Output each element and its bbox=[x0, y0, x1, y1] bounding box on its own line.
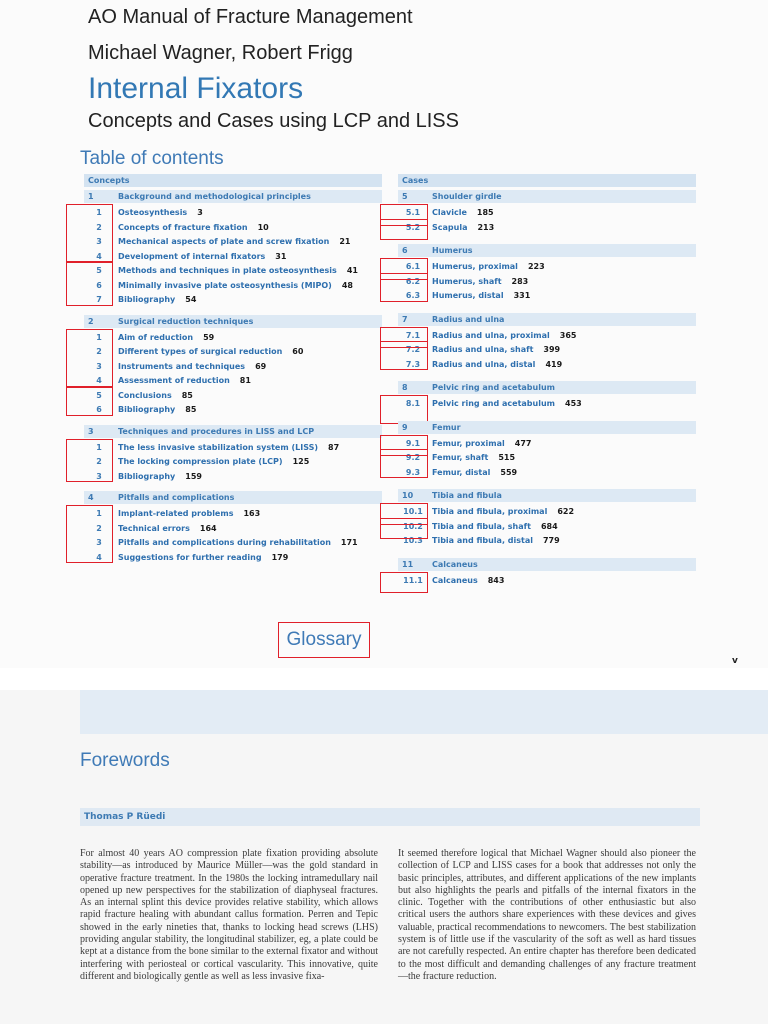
toc-entry-page: 163 bbox=[243, 509, 261, 518]
toc-entry-page: 3 bbox=[197, 208, 203, 217]
toc-section-header bbox=[84, 315, 382, 328]
toc-entry-label: Clavicle bbox=[432, 208, 467, 217]
toc-entry-page: 85 bbox=[185, 405, 197, 414]
toc-entry-number: 6 bbox=[96, 405, 102, 414]
toc-entry-page: 331 bbox=[513, 291, 531, 300]
toc-entry-label: Femur, shaft bbox=[432, 453, 489, 462]
toc-section-number: 8 bbox=[402, 383, 408, 392]
book-authors: Michael Wagner, Robert Frigg bbox=[88, 42, 353, 64]
toc-entry[interactable] bbox=[398, 521, 696, 533]
toc-entry-title bbox=[432, 331, 576, 340]
toc-entry[interactable] bbox=[84, 404, 382, 416]
toc-entry-number: 9.2 bbox=[405, 453, 421, 462]
toc-heading: Table of contents bbox=[80, 148, 224, 169]
toc-entry-title bbox=[118, 266, 358, 275]
toc-section-title: Techniques and procedures in LISS and LCP bbox=[118, 426, 315, 436]
toc-entry-title bbox=[432, 468, 517, 477]
toc-entry-page: 171 bbox=[340, 538, 358, 547]
toc-entry[interactable] bbox=[398, 344, 696, 356]
toc-entry[interactable] bbox=[398, 207, 696, 219]
toc-entry-title bbox=[118, 553, 288, 562]
toc-entry-number: 1 bbox=[96, 442, 102, 452]
toc-entry-label: Mechanical aspects of plate and screw fixation bbox=[118, 237, 330, 246]
toc-entry-title bbox=[432, 360, 562, 369]
toc-entry-title bbox=[118, 208, 203, 217]
toc-entry-label: Femur, distal bbox=[432, 467, 491, 477]
toc-section-header bbox=[398, 244, 696, 257]
toc-entry-number: 1 bbox=[96, 509, 102, 518]
toc-entry-page: 399 bbox=[543, 345, 561, 354]
toc-entry-number: 6.1 bbox=[405, 262, 421, 271]
annotation-box bbox=[66, 204, 113, 262]
series-title: AO Manual of Fracture Management bbox=[88, 6, 413, 28]
toc-entry-label: Suggestions for further reading bbox=[118, 552, 262, 562]
toc-entry-page: 59 bbox=[203, 332, 215, 342]
toc-entry[interactable] bbox=[84, 375, 382, 387]
toc-left-header bbox=[84, 174, 382, 187]
toc-entry-title bbox=[118, 391, 193, 400]
toc-entry-number: 3 bbox=[96, 237, 102, 246]
toc-entry-label: Humerus, distal bbox=[432, 291, 504, 300]
toc-entry-page: 453 bbox=[565, 399, 582, 408]
toc-entry-label: Different types of surgical reduction bbox=[118, 347, 283, 356]
foreword-right-column: It seemed therefore logical that Michael Wagner should also pioneer the collection of LCP and LISS cases for a book that addresses not only the basic principles, attributes, and different applications of the new implants but also highlights the pearls and pitfalls of the internal fixators in the clinic. Together with the contributions of other enthusiastic but also critical users the authors share experiences with these devices and gives valuable, practical recommendations to newcomers. The best stabilization system is of little use if the vascularity of the soft as well as hard tissues are not carefully respected. An entire chapter has therefore been dedicated to the most difficult and demanding challenges of any fracture treatment—the fracture reduction. bbox=[398, 848, 696, 982]
toc-entry[interactable] bbox=[398, 359, 696, 371]
toc-entry-number: 5 bbox=[96, 266, 102, 275]
toc-section-title: Pelvic ring and acetabulum bbox=[432, 383, 555, 392]
toc-entry-number: 10.3 bbox=[403, 536, 423, 545]
toc-section-header bbox=[398, 190, 696, 203]
toc-entry-title bbox=[432, 522, 558, 531]
toc-entry-label: Implant-related problems bbox=[118, 509, 234, 518]
toc-entry-number: 6.3 bbox=[405, 291, 421, 300]
toc-section-header bbox=[84, 190, 382, 203]
forewords-heading: Forewords bbox=[80, 750, 170, 771]
toc-entry-title bbox=[118, 223, 269, 232]
toc-entry-title bbox=[118, 524, 217, 533]
toc-entry-title bbox=[118, 509, 260, 518]
toc-entry[interactable] bbox=[398, 398, 696, 410]
toc-entry-number: 6.2 bbox=[405, 276, 421, 286]
toc-entry-label: Tibia and fibula, shaft bbox=[432, 521, 531, 531]
toc-entry-page: 21 bbox=[339, 237, 351, 246]
toc-entry-number: 3 bbox=[96, 471, 102, 481]
toc-entry-number: 7.3 bbox=[405, 359, 421, 369]
annotation-box bbox=[66, 387, 113, 416]
toc-entry-title bbox=[118, 443, 339, 452]
book-title: Internal Fixators bbox=[88, 72, 304, 105]
toc-entry-page: 779 bbox=[542, 536, 560, 545]
toc-entry-page: 125 bbox=[292, 457, 310, 466]
toc-entry-page: 159 bbox=[185, 471, 202, 481]
toc-entry-title bbox=[118, 281, 353, 290]
toc-entry[interactable] bbox=[84, 442, 382, 454]
toc-entry[interactable] bbox=[398, 276, 696, 288]
toc-entry-page: 48 bbox=[341, 280, 353, 290]
toc-entry-number: 5.2 bbox=[405, 222, 421, 232]
annotation-box bbox=[380, 518, 428, 540]
toc-entry[interactable] bbox=[398, 506, 696, 518]
toc-entry-title bbox=[118, 376, 251, 385]
toc-entry[interactable] bbox=[84, 294, 382, 306]
annotation-box bbox=[66, 262, 113, 306]
toc-entry-number: 4 bbox=[96, 251, 102, 261]
toc-entry-page: 41 bbox=[346, 266, 358, 275]
page-gap bbox=[0, 668, 768, 690]
toc-entry-title bbox=[432, 536, 560, 545]
toc-entry-label: Bibliography bbox=[118, 471, 176, 481]
toc-entry-label: Minimally invasive plate osteosynthesis (MIPO) bbox=[118, 280, 332, 290]
toc-entry-page: 81 bbox=[239, 376, 251, 385]
toc-entry-title bbox=[432, 345, 560, 354]
author-bar bbox=[80, 808, 700, 826]
toc-entry-label: Conclusions bbox=[118, 390, 172, 400]
toc-entry[interactable] bbox=[84, 280, 382, 292]
toc-entry-page: 54 bbox=[185, 295, 197, 304]
toc-entry[interactable] bbox=[398, 535, 696, 547]
toc-entry-page: 87 bbox=[328, 442, 340, 452]
annotation-box bbox=[380, 572, 428, 594]
toc-entry-page: 515 bbox=[498, 453, 516, 462]
toc-entry[interactable] bbox=[398, 330, 696, 342]
toc-entry-label: The less invasive stabilization system (LISS) bbox=[118, 442, 319, 452]
toc-entry-title bbox=[432, 291, 530, 300]
toc-entry-title bbox=[118, 472, 202, 481]
toc-entry-page: 477 bbox=[514, 438, 532, 448]
toc-entry[interactable] bbox=[84, 251, 382, 263]
toc-entry[interactable] bbox=[84, 236, 382, 248]
toc-section-number: 9 bbox=[402, 422, 408, 432]
toc-entry-title bbox=[118, 252, 286, 261]
annotation-box bbox=[380, 273, 428, 302]
toc-entry-title bbox=[432, 277, 528, 286]
annotation-box bbox=[66, 439, 113, 483]
toc-entry[interactable] bbox=[398, 290, 696, 302]
toc-section-title: Humerus bbox=[432, 246, 473, 255]
toc-section-number: 6 bbox=[402, 246, 408, 255]
toc-entry-number: 7.1 bbox=[405, 330, 421, 340]
toc-entry-label: Technical errors bbox=[118, 523, 190, 533]
toc-section-number: 4 bbox=[88, 493, 94, 502]
toc-entry[interactable] bbox=[84, 508, 382, 520]
book-subtitle: Concepts and Cases using LCP and LISS bbox=[88, 110, 459, 132]
page-number: v bbox=[732, 656, 738, 666]
toc-section-title: Femur bbox=[432, 422, 461, 432]
toc-right-header bbox=[398, 174, 696, 187]
toc-entry-number: 4 bbox=[96, 376, 102, 385]
toc-entry[interactable] bbox=[84, 346, 382, 358]
toc-entry-label: Assessment of reduction bbox=[118, 376, 230, 385]
toc-entry[interactable] bbox=[84, 552, 382, 564]
toc-section-header bbox=[398, 381, 696, 394]
toc-entry-number: 10.2 bbox=[403, 521, 423, 531]
toc-entry-label: Development of internal fixators bbox=[118, 251, 266, 261]
toc-section-number: 2 bbox=[88, 316, 94, 326]
toc-entry-title bbox=[432, 576, 504, 585]
annotation-box bbox=[66, 329, 113, 387]
toc-entry-page: 559 bbox=[500, 467, 518, 477]
toc-entry-label: Instruments and techniques bbox=[118, 361, 246, 371]
toc-section-title: Surgical reduction techniques bbox=[118, 316, 254, 326]
toc-entry[interactable] bbox=[398, 467, 696, 479]
toc-entry-label: Humerus, shaft bbox=[432, 276, 502, 286]
toc-entry-title bbox=[118, 333, 214, 342]
toc-entry-title bbox=[118, 362, 266, 371]
toc-entry-title bbox=[118, 347, 303, 356]
toc-section-header bbox=[84, 491, 382, 504]
toc-entry-number: 11.1 bbox=[403, 575, 423, 585]
toc-entry[interactable] bbox=[84, 390, 382, 402]
toc-entry-page: 365 bbox=[559, 330, 577, 340]
toc-section-header bbox=[398, 489, 696, 502]
toc-entry-page: 31 bbox=[275, 251, 287, 261]
toc-entry-page: 283 bbox=[511, 276, 529, 286]
toc-entry[interactable] bbox=[398, 452, 696, 464]
toc-entry-title bbox=[118, 405, 196, 414]
toc-entry-label: Pitfalls and complications during rehabilitation bbox=[118, 538, 331, 547]
toc-entry-label: Pelvic ring and acetabulum bbox=[432, 399, 555, 408]
toc-entry-label: Osteosynthesis bbox=[118, 208, 188, 217]
toc-entry[interactable] bbox=[398, 438, 696, 450]
toc-entry-label: Bibliography bbox=[118, 405, 176, 414]
toc-entry-number: 3 bbox=[96, 538, 102, 547]
toc-entry-number: 9.1 bbox=[405, 438, 421, 448]
toc-entry-label: Radius and ulna, shaft bbox=[432, 345, 534, 354]
toc-entry[interactable] bbox=[84, 207, 382, 219]
toc-entry-number: 1 bbox=[96, 332, 102, 342]
forewords-band bbox=[80, 690, 768, 734]
toc-entry[interactable] bbox=[84, 332, 382, 344]
toc-entry[interactable] bbox=[398, 222, 696, 234]
toc-entry-number: 6 bbox=[96, 280, 102, 290]
toc-entry[interactable] bbox=[84, 537, 382, 549]
toc-entry-number: 5.1 bbox=[405, 208, 421, 217]
annotation-box bbox=[380, 341, 428, 370]
toc-entry-label: Radius and ulna, distal bbox=[432, 359, 536, 369]
toc-entry-label: The locking compression plate (LCP) bbox=[118, 457, 283, 466]
annotation-box bbox=[66, 505, 113, 563]
toc-entry-number: 2 bbox=[96, 457, 102, 466]
toc-entry-title bbox=[118, 538, 358, 547]
toc-entry-label: Aim of reduction bbox=[118, 332, 194, 342]
toc-entry-label: Scapula bbox=[432, 222, 468, 232]
toc-entry-number: 10.1 bbox=[403, 507, 423, 516]
toc-entry-label: Radius and ulna, proximal bbox=[432, 330, 550, 340]
toc-entry-number: 2 bbox=[96, 523, 102, 533]
toc-entry-page: 622 bbox=[557, 507, 575, 516]
glossary-link[interactable]: Glossary bbox=[278, 622, 370, 658]
toc-entry-label: Humerus, proximal bbox=[432, 262, 518, 271]
toc-entry-title bbox=[118, 457, 309, 466]
toc-entry-label: Concepts of fracture fixation bbox=[118, 222, 248, 232]
toc-section-title: Tibia and fibula bbox=[432, 491, 502, 500]
toc-entry[interactable] bbox=[398, 575, 696, 587]
toc-right-header-label: Cases bbox=[402, 176, 429, 185]
toc-entry-title bbox=[118, 295, 196, 304]
annotation-box bbox=[380, 219, 428, 241]
toc-section-title: Radius and ulna bbox=[432, 314, 505, 324]
toc-entry-number: 2 bbox=[96, 222, 102, 232]
toc-entry-number: 7.2 bbox=[405, 345, 421, 354]
toc-entry-page: 223 bbox=[527, 262, 545, 271]
toc-entry[interactable] bbox=[84, 265, 382, 277]
toc-entry-page: 69 bbox=[255, 361, 267, 371]
toc-entry-page: 419 bbox=[545, 359, 563, 369]
toc-entry-page: 843 bbox=[487, 575, 505, 585]
toc-section-header bbox=[398, 313, 696, 326]
toc-entry-label: Methods and techniques in plate osteosynthesis bbox=[118, 266, 337, 275]
toc-entry-label: Femur, proximal bbox=[432, 438, 505, 448]
toc-entry-number: 5 bbox=[96, 390, 102, 400]
forewords-page bbox=[0, 690, 768, 1024]
toc-left-header-label: Concepts bbox=[88, 176, 130, 185]
toc-section-title: Pitfalls and complications bbox=[118, 493, 235, 502]
toc-entry-label: Bibliography bbox=[118, 295, 176, 304]
toc-entry-title bbox=[432, 507, 574, 516]
toc-entry-label: Calcaneus bbox=[432, 575, 478, 585]
toc-entry-title bbox=[432, 208, 494, 217]
toc-section-header bbox=[398, 421, 696, 434]
toc-section-header bbox=[84, 425, 382, 438]
foreword-left-column: For almost 40 years AO compression plate fixation providing absolute stability—as introduced by Maurice Müller—was the gold standard in operative fracture treatment. In the 1980s the locking intramedullary nail opened up new perspectives for the stabilization of diaphyseal fractures. As an internal splint this device provides relative stability, which allows rapid fracture healing with abundant callus formation. Perren and Tepic showed in the early nineties that, thanks to locking head screws (LHS) providing angular stability, the longitudinal stabilizer, eg, a plate could be kept at a distance from the bone similar to the external fixator and without interfering with periosteal or cortical vascularity. This innovative, quite different and biologically gentle as well as less invasive fixa- bbox=[80, 848, 378, 982]
toc-entry[interactable] bbox=[84, 222, 382, 234]
toc-entry[interactable] bbox=[84, 523, 382, 535]
toc-section-title: Shoulder girdle bbox=[432, 192, 502, 201]
toc-section-number: 7 bbox=[402, 314, 408, 324]
toc-entry-number: 2 bbox=[96, 347, 102, 356]
toc-entry-page: 684 bbox=[540, 521, 558, 531]
toc-entry-page: 179 bbox=[271, 552, 289, 562]
toc-entry-title bbox=[118, 237, 350, 246]
toc-entry-page: 213 bbox=[477, 222, 495, 232]
toc-section-number: 3 bbox=[88, 426, 94, 436]
toc-entry[interactable] bbox=[84, 456, 382, 468]
toc-entry-title bbox=[432, 453, 515, 462]
toc-entry-number: 7 bbox=[96, 295, 102, 304]
toc-section-title: Background and methodological principles bbox=[118, 192, 311, 201]
toc-entry-page: 164 bbox=[199, 523, 217, 533]
toc-entry-label: Tibia and fibula, proximal bbox=[432, 507, 548, 516]
toc-entry[interactable] bbox=[84, 361, 382, 373]
toc-entry-number: 4 bbox=[96, 552, 102, 562]
annotation-box bbox=[380, 449, 428, 478]
foreword-author: Thomas P Rüedi bbox=[84, 812, 166, 822]
toc-entry-title bbox=[432, 439, 531, 448]
toc-section-header bbox=[398, 558, 696, 571]
toc-entry-title bbox=[432, 223, 494, 232]
toc-section-title: Calcaneus bbox=[432, 559, 478, 569]
toc-entry-page: 10 bbox=[257, 222, 269, 232]
toc-entry-number: 9.3 bbox=[405, 467, 421, 477]
toc-entry-title bbox=[432, 399, 582, 408]
toc-section-number: 10 bbox=[402, 491, 414, 500]
toc-entry-number: 8.1 bbox=[405, 399, 421, 408]
toc-entry-label: Tibia and fibula, distal bbox=[432, 536, 533, 545]
toc-entry-number: 3 bbox=[96, 361, 102, 371]
toc-section-number: 11 bbox=[402, 559, 414, 569]
toc-entry-page: 185 bbox=[476, 208, 494, 217]
toc-entry-number: 1 bbox=[96, 208, 102, 217]
toc-entry[interactable] bbox=[84, 471, 382, 483]
toc-section-number: 1 bbox=[88, 192, 94, 201]
toc-entry[interactable] bbox=[398, 261, 696, 273]
toc-entry-title bbox=[432, 262, 545, 271]
toc-entry-page: 60 bbox=[292, 347, 304, 356]
toc-entry-page: 85 bbox=[181, 390, 193, 400]
toc-section-number: 5 bbox=[402, 192, 408, 201]
